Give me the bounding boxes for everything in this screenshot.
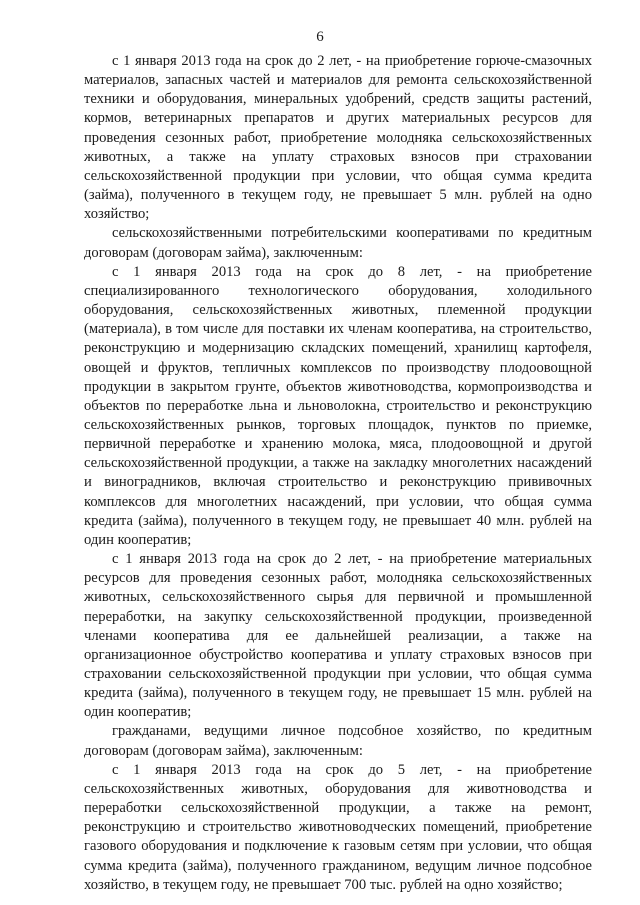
document-body [84,52,592,895]
paragraph-6: с 1 января 2013 года на срок до 5 лет, - на приобретение сельскохозяйственных животных, оборудования для животноводства и переработки сельскохозяйственной продукции, а также на ремонт, реконструкцию и строительство животноводческих помещений, приобретение газового оборудования и подключение к газовым сетям при условии, что общая сумма кредита (займа), полученного гражданином, ведущим личное подсобное хозяйство, в текущем году, не превышает 700 тыс. рублей на одно хозяйство; [84,761,592,893]
page-number: 6 [316,29,324,45]
paragraph-3: с 1 января 2013 года на срок до 8 лет, - на приобретение специализированного технологического оборудования, холодильного оборудования, сельскохозяйственных животных, племенной продукции (материала), в том числе для поставки их членам кооператива, на строительство, реконструкцию и модернизацию складских помещений, хранилищ картофеля, овощей и фруктов, тепличных комплексов по производству плодоовощной продукции в закрытом грунте, объектов животноводства, кормопроизводства и объектов по переработке льна и льноволокна, строительство и реконструкцию сельскохозяйственных рынков, торговых площадок, пунктов по приемке, первичной переработке и хранению молока, мяса, плодоовощной и другой сельскохозяйственной продукции, а также на закладку многолетних насаждений и виноградников, включая строительство и реконструкцию прививочных комплексов для многолетних насаждений, при условии, что общая сумма кредита (займа), полученного в текущем году, не превышает 40 млн. рублей на один кооператив; [84,263,592,548]
paragraph-4: с 1 января 2013 года на срок до 2 лет, - на приобретение материальных ресурсов для проведения сезонных работ, молодняка сельскохозяйственных животных, сельскохозяйственного сырья для первичной и промышленной переработки, на закупку сельскохозяйственной продукции, произведенной членами кооператива для ее дальнейшей реализации, а также на организационное обустройство кооператива и уплату страховых взносов при страховании сельскохозяйственной продукции при условии, что общая сумма кредита (займа), полученного в текущем году, не превышает 15 млн. рублей на один кооператив; [84,551,592,721]
paragraph-2: сельскохозяйственными потребительскими кооперативами по кредитным договорам (договорам займа), заключенным: [84,225,592,261]
paragraph-1: с 1 января 2013 года на срок до 2 лет, - на приобретение горюче-смазочных материалов, запасных частей и материалов для ремонта сельскохозяйственной техники и оборудования, минеральных удобрений, средств защиты растений, кормов, ветеринарных препаратов и других материальных ресурсов для проведения сезонных работ, приобретение молодняка сельскохозяйственных животных, а также на уплату страховых взносов при страховании сельскохозяйственной продукции при условии, что общая сумма кредита (займа), полученного в текущем году, не превышает 5 млн. рублей на одно хозяйство; [84,53,592,223]
paragraph-5: гражданами, ведущими личное подсобное хозяйство, по кредитным договорам (договорам займа), заключенным: [84,723,592,759]
